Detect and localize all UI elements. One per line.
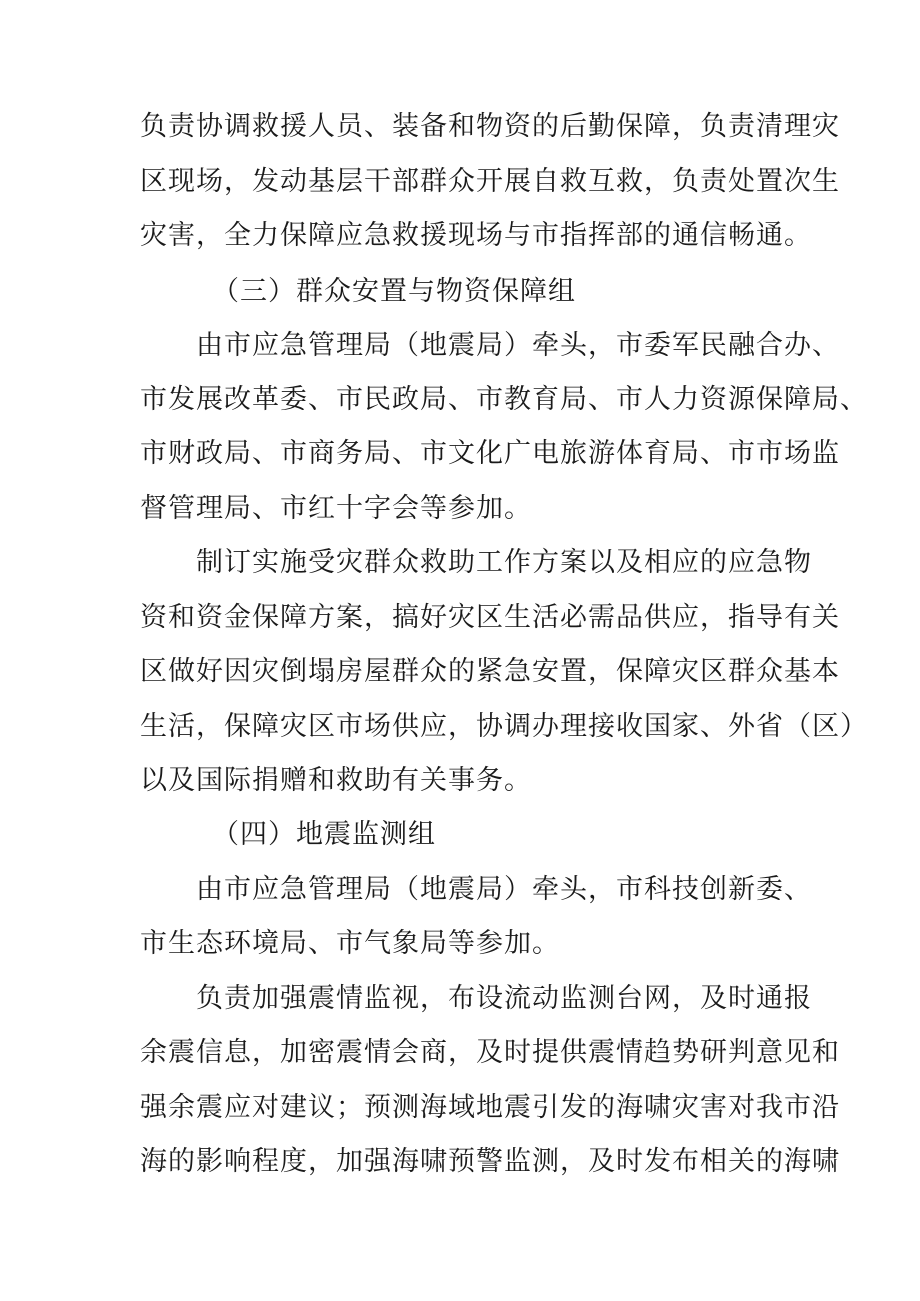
paragraph-line: 由市应急管理局（地震局）牵头，市科技创新委、 [196,874,812,905]
section-heading: （三）群众安置与物资保障组 [212,276,576,307]
paragraph-line: 余震信息，加密震情会商，及时提供震情趋势研判意见和 [140,1037,840,1068]
paragraph-line: 由市应急管理局（地震局）牵头，市委军民融合办、 [196,330,840,361]
paragraph-line: 强余震应对建议；预测海域地震引发的海啸灾害对我市沿 [140,1092,840,1123]
paragraph-line: 负责协调救援人员、装备和物资的后勤保障，负责清理灾 [140,111,840,142]
paragraph-line: 市财政局、市商务局、市文化广电旅游体育局、市市场监 [140,438,840,469]
paragraph-line: 市发展改革委、市民政局、市教育局、市人力资源保障局、 [140,384,868,415]
section-heading: （四）地震监测组 [212,819,436,850]
paragraph-line: 区现场，发动基层干部群众开展自救互救，负责处置次生 [140,166,840,197]
paragraph-line: 市生态环境局、市气象局等参加。 [140,928,560,959]
paragraph-line: 生活，保障灾区市场供应，协调办理接收国家、外省（区） [140,711,868,742]
paragraph-line: 海的影响程度，加强海啸预警监测，及时发布相关的海啸 [140,1146,840,1177]
paragraph-line: 负责加强震情监视，布设流动监测台网，及时通报 [196,983,812,1014]
paragraph-line: 制订实施受灾群众救助工作方案以及相应的应急物 [196,547,812,578]
paragraph-line: 以及国际捐赠和救助有关事务。 [140,765,532,796]
paragraph-line: 灾害，全力保障应急救援现场与市指挥部的通信畅通。 [140,220,812,251]
paragraph-line: 资和资金保障方案，搞好灾区生活必需品供应，指导有关 [140,602,840,633]
paragraph-line: 区做好因灾倒塌房屋群众的紧急安置，保障灾区群众基本 [140,656,840,687]
paragraph-line: 督管理局、市红十字会等参加。 [140,493,532,524]
